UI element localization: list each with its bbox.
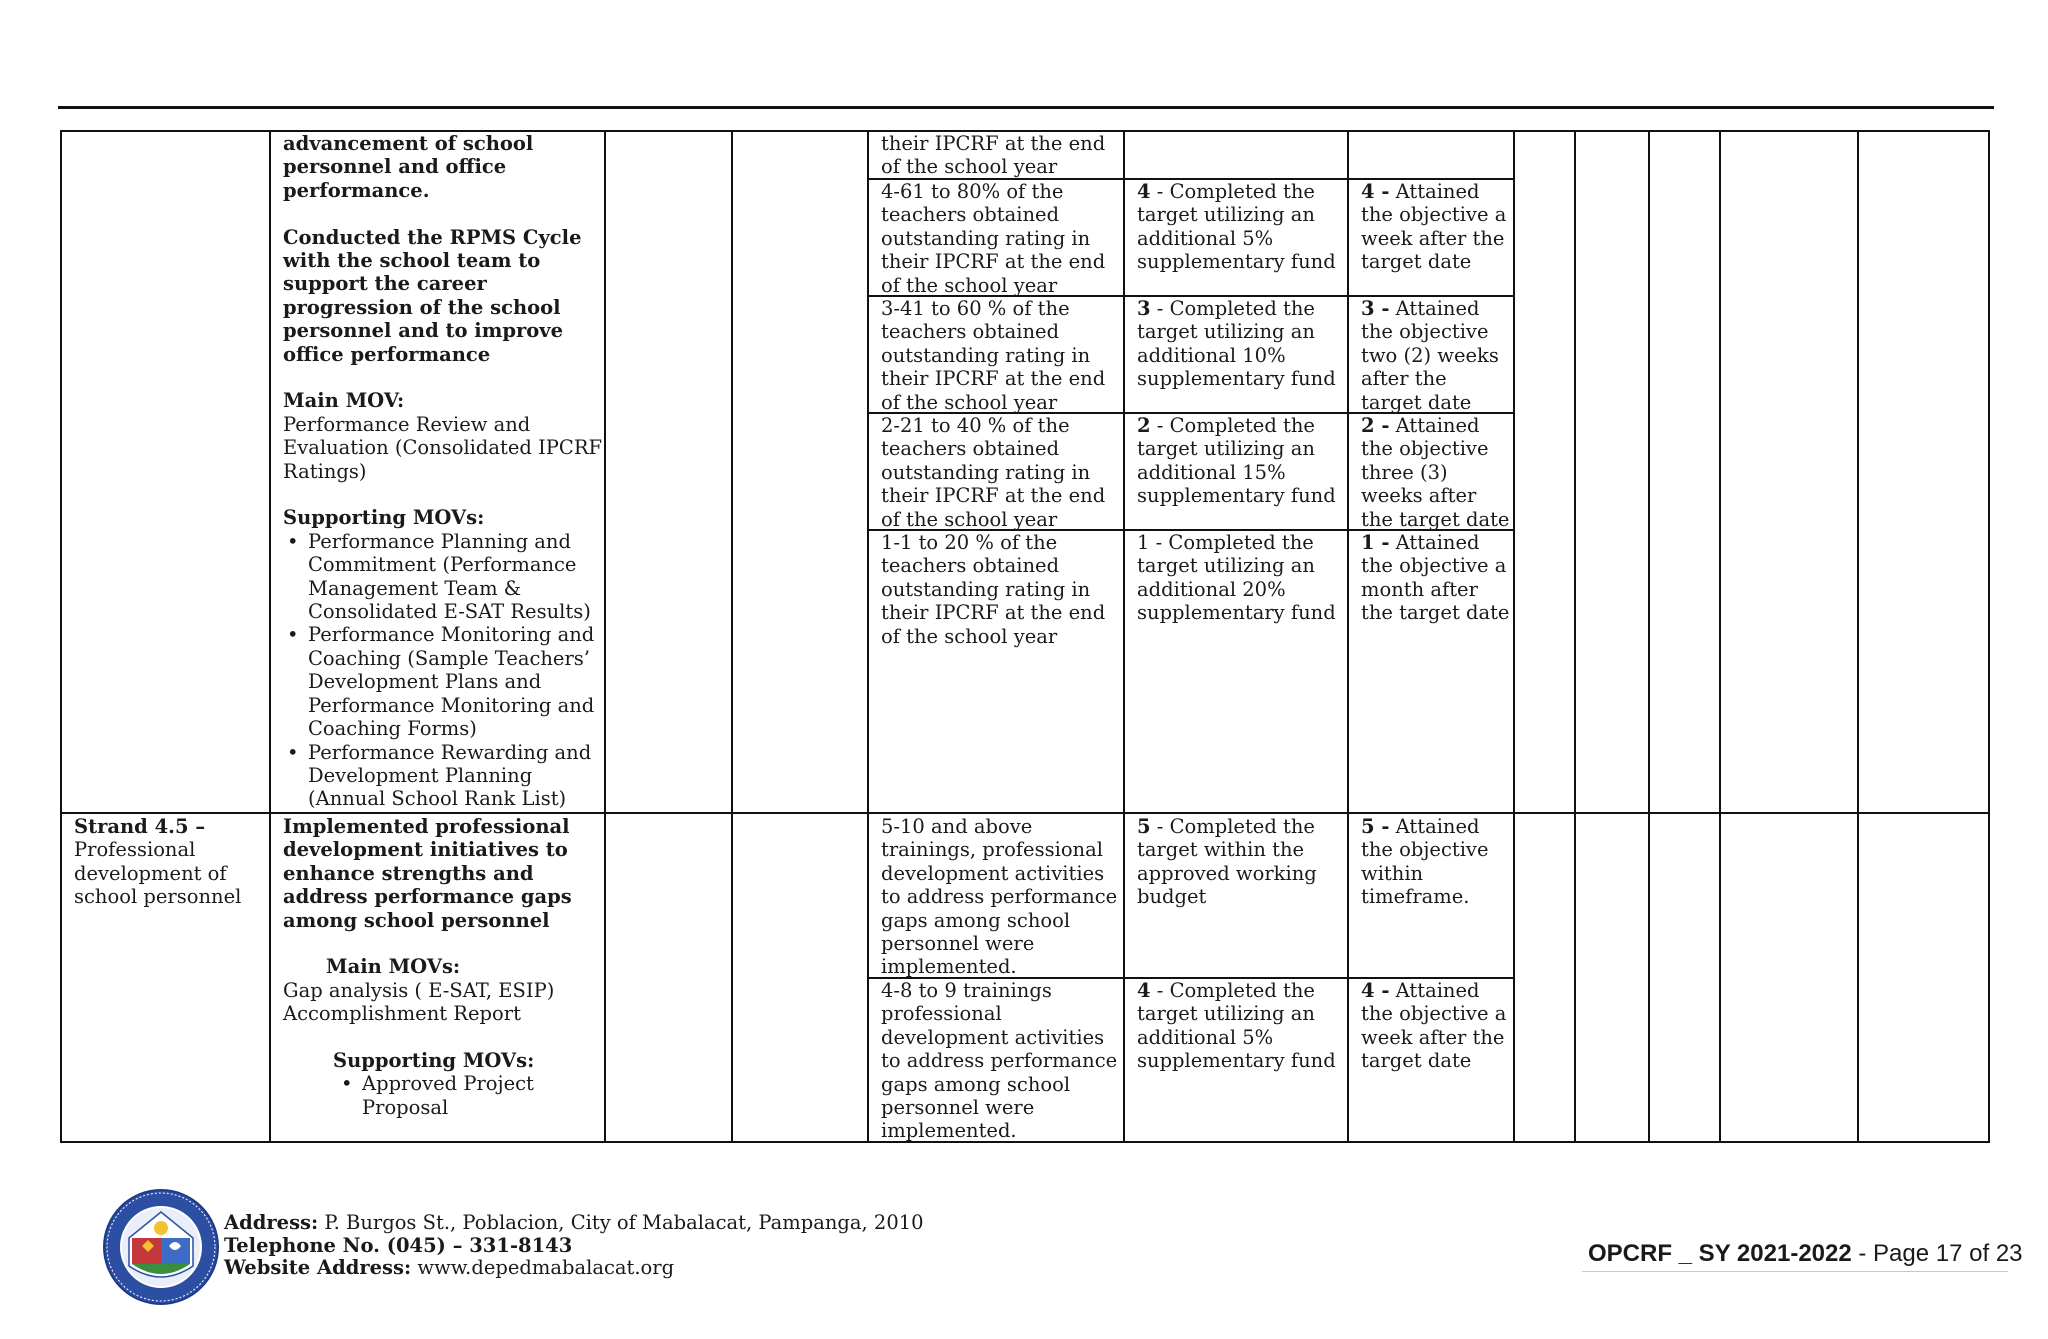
main-mov-line: Performance Review and (283, 412, 531, 436)
supporting-mov-item (308, 741, 602, 811)
header-rule (58, 106, 1994, 109)
rating-number: 2 (1137, 414, 1151, 437)
deped-seal-logo (102, 1188, 220, 1306)
footer-contact (224, 1212, 924, 1280)
quality-line: 5-10 and above (881, 815, 1033, 838)
efficiency-line: target utilizing an (1137, 1002, 1315, 1026)
timeliness-cell (1361, 979, 1506, 1073)
main-mov-line: Gap analysis ( E-SAT, ESIP) (283, 978, 555, 1002)
footer-rule (1582, 1271, 2008, 1272)
mov-line: Coaching Forms) (308, 717, 477, 741)
timeliness-line: Attained (1389, 180, 1480, 203)
strand-title: Strand 4.5 – (74, 815, 206, 838)
mov-line: Development Plans and (308, 670, 542, 694)
mov-line: Commitment (Performance (308, 553, 577, 577)
efficiency-cell (1137, 180, 1336, 274)
rating-number: 4 - (1361, 979, 1390, 1002)
document-label: OPCRF _ SY 2021-2022 (1588, 1240, 1852, 1267)
column-line (1719, 130, 1721, 1143)
objective-line: enhance strengths and (283, 861, 534, 885)
column-line (1347, 130, 1349, 1143)
quality-line: development activities (881, 861, 1105, 885)
objective-line: Implemented professional (283, 815, 570, 838)
rating-number: 4 (1137, 979, 1151, 1002)
objective-cell (283, 815, 572, 1119)
column-line (269, 130, 271, 1143)
quality-line: outstanding rating in (881, 577, 1091, 601)
page-number: - Page 17 of 23 (1851, 1240, 2023, 1267)
mov-line: • Performance Rewarding and (308, 740, 592, 764)
efficiency-line: supplementary fund (1137, 367, 1336, 391)
rating-number: 5 (1137, 815, 1151, 838)
objective-cell (283, 132, 602, 811)
address-value: P. Burgos St., Poblacion, City of Mabalacat, Pampanga, 2010 (318, 1211, 924, 1234)
rating-number: 2 - (1361, 414, 1390, 437)
efficiency-line: additional 20% (1137, 577, 1286, 601)
efficiency-line: target within the (1137, 838, 1305, 862)
efficiency-line: additional 5% (1137, 226, 1274, 250)
column-line (1648, 130, 1650, 1143)
quality-line: of the school year (881, 507, 1058, 531)
quality-line: teachers obtained (881, 554, 1060, 578)
timeliness-line: the objective (1361, 320, 1489, 344)
timeliness-line: weeks after (1361, 484, 1477, 508)
supporting-movs-heading: Supporting MOVs: (333, 1049, 535, 1073)
timeliness-cell (1361, 414, 1509, 531)
timeliness-line: three (3) (1361, 460, 1448, 484)
main-mov-heading: Main MOVs: (326, 955, 461, 979)
mov-line: (Annual School Rank List) (308, 787, 567, 811)
timeliness-line: target date (1361, 390, 1472, 414)
quality-line: 1-1 to 20 % of the (881, 531, 1058, 554)
quality-line: their IPCRF at the end (881, 132, 1106, 155)
quality-cell (881, 414, 1105, 531)
column-line (731, 130, 733, 1143)
rating-number: 1 (1137, 531, 1150, 554)
efficiency-line: budget (1137, 885, 1207, 909)
objective-line: performance. (283, 178, 430, 202)
row-divider (60, 812, 1990, 814)
efficiency-line: - Completed the (1150, 297, 1315, 320)
mov-line: Proposal (362, 1095, 449, 1119)
quality-line: professional (881, 1002, 1002, 1026)
objective-line: with the school team to (283, 249, 541, 273)
main-mov-line: Accomplishment Report (283, 1002, 521, 1026)
rating-number: 3 (1137, 297, 1151, 320)
efficiency-cell (1137, 297, 1336, 391)
efficiency-cell (1137, 414, 1336, 508)
supporting-movs-list (283, 1072, 572, 1119)
timeliness-line: the objective (1361, 437, 1489, 461)
efficiency-cell (1137, 531, 1336, 625)
column-line (604, 130, 606, 1143)
efficiency-line: - Completed the (1149, 531, 1314, 554)
timeliness-line: Attained (1389, 815, 1480, 838)
quality-line: 4-8 to 9 trainings (881, 979, 1052, 1002)
column-line (60, 130, 62, 1143)
page-info (1588, 1240, 2023, 1268)
timeliness-cell (1361, 297, 1499, 414)
timeliness-line: after the (1361, 367, 1447, 391)
mov-line: Consolidated E-SAT Results) (308, 600, 591, 624)
efficiency-line: supplementary fund (1137, 484, 1336, 508)
timeliness-line: timeframe. (1361, 885, 1470, 909)
timeliness-line: the objective a (1361, 203, 1507, 227)
quality-line: 3-41 to 60 % of the (881, 297, 1070, 320)
rating-number: 3 - (1361, 297, 1390, 320)
quality-cell (881, 180, 1105, 297)
quality-line: their IPCRF at the end (881, 250, 1106, 274)
efficiency-line: - Completed the (1150, 414, 1315, 437)
column-line (1988, 130, 1990, 1143)
efficiency-line: supplementary fund (1137, 250, 1336, 274)
column-line (1513, 130, 1515, 1143)
objective-line: among school personnel (283, 908, 550, 932)
quality-line: to address performance (881, 1049, 1118, 1073)
efficiency-cell (1137, 815, 1317, 909)
supporting-movs-list (283, 530, 602, 811)
mov-line: Performance Monitoring and (308, 693, 595, 717)
quality-line: of the school year (881, 390, 1058, 414)
rating-number: 5 - (1361, 815, 1390, 838)
efficiency-line: - Completed the (1150, 180, 1315, 203)
main-mov-line: Ratings) (283, 459, 367, 483)
quality-line: 2-21 to 40 % of the (881, 414, 1070, 437)
timeliness-cell (1361, 180, 1506, 274)
timeliness-line: Attained (1389, 979, 1480, 1002)
main-mov-line: Evaluation (Consolidated IPCRF (283, 436, 603, 460)
efficiency-line: target utilizing an (1137, 554, 1315, 578)
quality-cell (881, 815, 1117, 979)
column-line (1574, 130, 1576, 1143)
timeliness-line: the target date (1361, 507, 1510, 531)
objective-line: advancement of school (283, 132, 534, 155)
mov-line: • Performance Planning and (308, 529, 571, 553)
quality-line: teachers obtained (881, 437, 1060, 461)
timeliness-line: the objective a (1361, 554, 1507, 578)
strand-line: development of (74, 861, 227, 885)
quality-line: to address performance (881, 885, 1118, 909)
timeliness-cell (1361, 815, 1489, 909)
quality-line: implemented. (881, 1119, 1017, 1143)
efficiency-line: - Completed the (1150, 815, 1315, 838)
objective-line: personnel and office (283, 155, 507, 179)
telephone: Telephone No. (045) – 331-8143 (224, 1233, 573, 1257)
timeliness-line: two (2) weeks (1361, 343, 1499, 367)
quality-line: trainings, professional (881, 838, 1103, 862)
timeliness-line: within (1361, 861, 1424, 885)
timeliness-line: Attained (1389, 414, 1480, 437)
mov-line: Development Planning (308, 763, 533, 787)
efficiency-line: - Completed the (1150, 979, 1315, 1002)
timeliness-line: the target date (1361, 601, 1510, 625)
website-label: Website Address: (224, 1256, 412, 1279)
objective-line: support the career (283, 272, 487, 296)
quality-line: teachers obtained (881, 320, 1060, 344)
strand-line: Professional (74, 838, 196, 862)
address-label: Address: (224, 1211, 319, 1234)
quality-cell (881, 297, 1105, 414)
objective-line: personnel and to improve (283, 319, 563, 343)
timeliness-line: the objective a (1361, 1002, 1507, 1026)
main-mov-heading: Main MOV: (283, 389, 405, 413)
quality-line: gaps among school (881, 1072, 1071, 1096)
strand-line: school personnel (74, 885, 242, 909)
efficiency-line: approved working (1137, 861, 1317, 885)
column-line (1857, 130, 1859, 1143)
timeliness-line: week after the (1361, 226, 1505, 250)
efficiency-cell (1137, 979, 1336, 1073)
quality-line: 4-61 to 80% of the (881, 180, 1064, 203)
mov-line: Coaching (Sample Teachers’ (308, 646, 590, 670)
quality-line: gaps among school (881, 908, 1071, 932)
efficiency-line: supplementary fund (1137, 601, 1336, 625)
timeliness-line: week after the (1361, 1025, 1505, 1049)
quality-line: outstanding rating in (881, 343, 1091, 367)
supporting-mov-item (362, 1072, 572, 1119)
timeliness-cell (1361, 531, 1509, 625)
quality-line: implemented. (881, 955, 1017, 979)
mov-line: • Performance Monitoring and (308, 623, 595, 647)
objective-line: office performance (283, 342, 491, 366)
opcrf-table (60, 130, 1990, 1143)
quality-cell (881, 979, 1117, 1143)
mov-line: • Approved Project (362, 1072, 534, 1096)
objective-line: address performance gaps (283, 885, 572, 909)
strand-cell (74, 815, 241, 909)
quality-line: personnel were (881, 932, 1035, 956)
quality-line: of the school year (881, 155, 1058, 179)
efficiency-line: supplementary fund (1137, 1049, 1336, 1073)
website-value: www.depedmabalacat.org (411, 1256, 675, 1279)
quality-line: personnel were (881, 1096, 1035, 1120)
quality-line: development activities (881, 1025, 1105, 1049)
objective-line: progression of the school (283, 295, 561, 319)
rating-number: 1 - (1361, 531, 1390, 554)
efficiency-line: additional 5% (1137, 1025, 1274, 1049)
timeliness-line: the objective (1361, 838, 1489, 862)
quality-line: outstanding rating in (881, 460, 1091, 484)
mov-line: Management Team & (308, 576, 522, 600)
efficiency-line: target utilizing an (1137, 320, 1315, 344)
quality-line: their IPCRF at the end (881, 367, 1106, 391)
quality-cell (881, 531, 1105, 648)
efficiency-line: target utilizing an (1137, 203, 1315, 227)
efficiency-line: target utilizing an (1137, 437, 1315, 461)
supporting-mov-item (308, 530, 602, 624)
timeliness-line: target date (1361, 250, 1472, 274)
quality-line: outstanding rating in (881, 226, 1091, 250)
supporting-movs-heading: Supporting MOVs: (283, 506, 485, 530)
quality-line: of the school year (881, 624, 1058, 648)
column-line (1123, 130, 1125, 1143)
objective-line: development initiatives to (283, 838, 568, 862)
timeliness-line: month after (1361, 577, 1478, 601)
efficiency-line: additional 15% (1137, 460, 1286, 484)
rating-number: 4 - (1361, 180, 1390, 203)
rating-number: 4 (1137, 180, 1151, 203)
timeliness-line: Attained (1389, 531, 1480, 554)
supporting-mov-item (308, 623, 602, 740)
timeliness-line: Attained (1389, 297, 1480, 320)
quality-line: teachers obtained (881, 203, 1060, 227)
quality-line: their IPCRF at the end (881, 484, 1106, 508)
objective-line: Conducted the RPMS Cycle (283, 225, 582, 249)
quality-cell (881, 132, 1105, 179)
quality-line: their IPCRF at the end (881, 601, 1106, 625)
efficiency-line: additional 10% (1137, 343, 1286, 367)
timeliness-line: target date (1361, 1049, 1472, 1073)
quality-line: of the school year (881, 273, 1058, 297)
column-line (867, 130, 869, 1143)
